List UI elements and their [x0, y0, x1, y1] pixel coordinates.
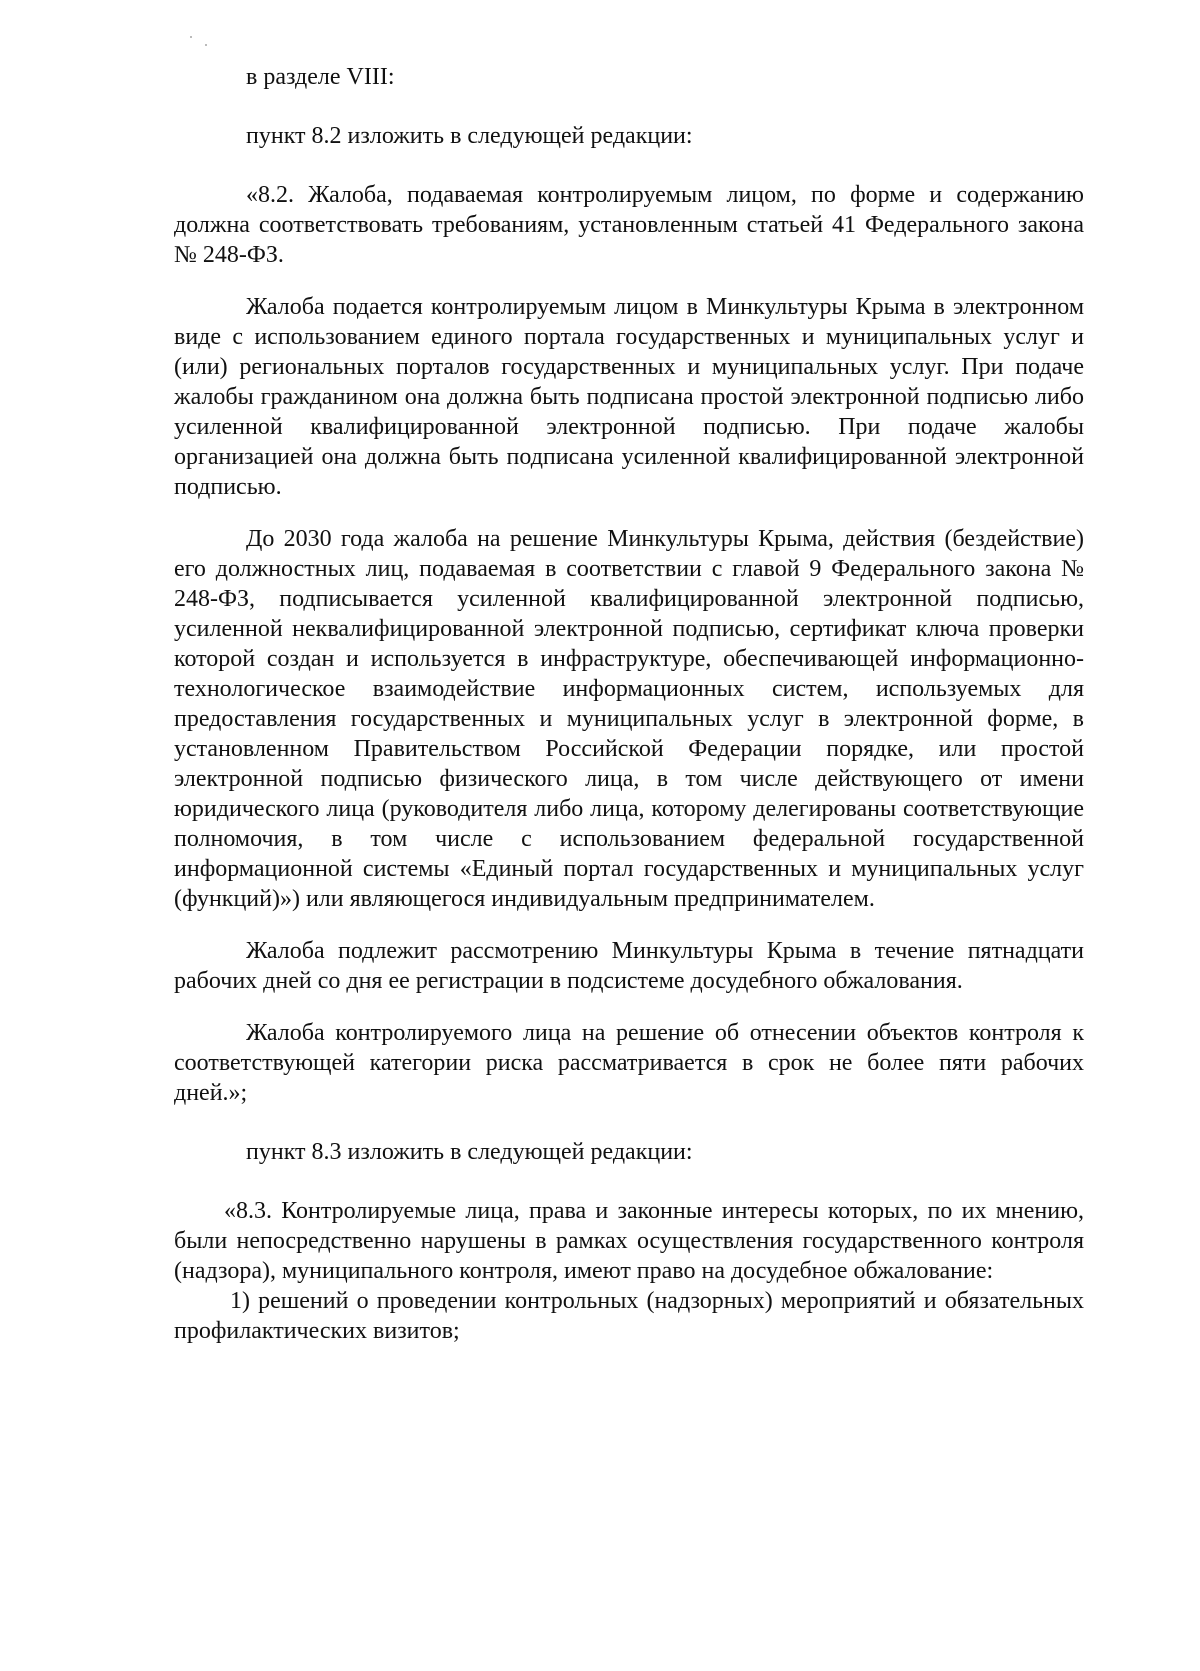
- list-item-1: 1) решений о проведении контрольных (надзорных) мероприятий и обязательных профилактических визитов;: [174, 1288, 1084, 1344]
- point-8-2-text: «8.2. Жалоба, подаваемая контролируемым лицом, по форме и содержанию должна соответствовать требованиям, установленным статьей 41 Федерального закона № 248-ФЗ.: [174, 182, 1084, 268]
- document-body: [174, 62, 1084, 1346]
- paragraph-until-2030: До 2030 года жалоба на решение Минкультуры Крыма, действия (бездействие) его должностных лиц, подаваемая в соответствии с главой 9 Федерального закона № 248-ФЗ, подписывается усиленной квалифицированной электронной подписью, усиленной неквалифицированной электронной подписью, сертификат ключа проверки которой создан и используется в инфраструктуре, обеспечивающей информационно-технологическое взаимодействие информационных систем, используемых для предоставления государственных и муниципальных услуг в электронной форме, в установленном Правительством Российской Федерации порядке, или простой электронной подписью физического лица, в том числе действующего от имени юридического лица (руководителя либо лица, которому делегированы соответствующие полномочия, в том числе с использованием федеральной государственной информационной системы «Единый портал государственных и муниципальных услуг (функций)») или являющегося индивидуальным предпринимателем.: [174, 526, 1084, 912]
- paragraph-risk-category: Жалоба контролируемого лица на решение об отнесении объектов контроля к соответствующей категории риска рассматривается в срок не более пяти рабочих дней.»;: [174, 1020, 1084, 1106]
- scan-speck: [190, 36, 192, 38]
- point-8-3-intro: пункт 8.3 изложить в следующей редакции:: [246, 1139, 693, 1165]
- paragraph-review-period: Жалоба подлежит рассмотрению Минкультуры Крыма в течение пятнадцати рабочих дней со дня ее регистрации в подсистеме досудебного обжалования.: [174, 938, 1084, 994]
- point-8-3-text: «8.3. Контролируемые лица, права и законные интересы которых, по их мнению, были непосредственно нарушены в рамках осуществления государственного контроля (надзора), муниципального контроля, имеют право на досудебное обжалование:: [174, 1198, 1084, 1284]
- point-8-2-intro: пункт 8.2 изложить в следующей редакции:: [246, 123, 693, 149]
- scan-speck: [205, 44, 207, 46]
- paragraph-submission: Жалоба подается контролируемым лицом в Минкультуры Крыма в электронном виде с использованием единого портала государственных и муниципальных услуг и (или) региональных порталов государственных и муниципальных услуг. При подаче жалобы гражданином она должна быть подписана простой электронной подписью либо усиленной квалифицированной электронной подписью. При подаче жалобы организацией она должна быть подписана усиленной квалифицированной электронной подписью.: [174, 294, 1084, 500]
- section-heading: в разделе VIII:: [246, 64, 395, 90]
